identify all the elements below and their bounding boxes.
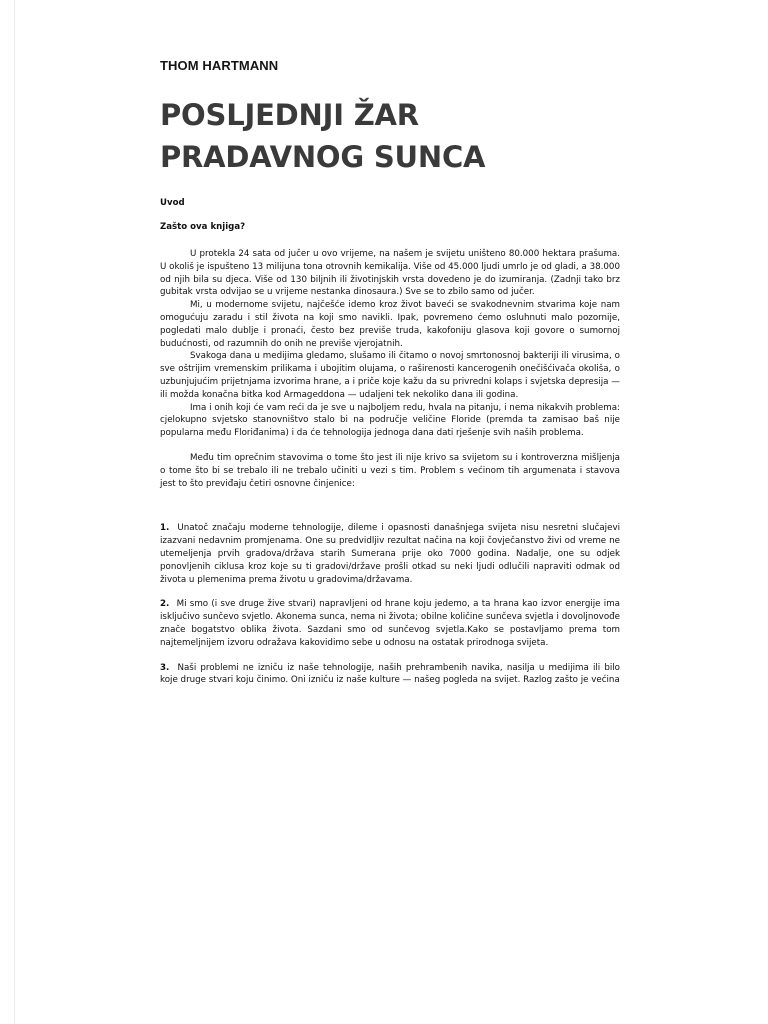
fact-text: Naši problemi ne izniču iz naše tehnologije, naših prehrambenih navika, nasilja u medijima ili bilo koje druge stvari koju činimo. Oni izniču iz naše kulture — našeg pogleda na svijet. Razlog zašto je većina xyxy=(160,662,620,686)
page-edge-line xyxy=(14,0,15,1024)
fact-item xyxy=(160,662,620,688)
fact-text: Unatoč značaju moderne tehnologije, dileme i opasnosti današnjega svijeta nisu nesretni slučajevi izazvani nedavnim promjenama. One su predvidljiv rezultat načina na koji čovječanstvo živi od vreme ne utemeljenja prvih gradova/država starih Sumerana prije oko 7000 godina. Nadalje, one su odjek ponovljenih ciklusa kroz koje su ti gradovi/države prošli otkad su neki ljudi odlučili napraviti odmak od života u plemenima prema životu u gradovima/državama. xyxy=(160,523,620,585)
author-name: THOM HARTMANN xyxy=(160,58,279,73)
intro-paragraph: Mi, u modernome svijetu, najčešće idemo kroz život baveći se svakodnevnim stvarima koje nam omogućuju zaradu i stil života na koji smo navikli. Ipak, povremeno ćemo osluhnuti malo pozornije, pogledati malo dublje i pronaći, često bez previše truda, kakofoniju glasova koji govore o sumornoj budućnosti, od razumnih do onih ne previše vjerojatnih. xyxy=(160,300,620,349)
fact-item xyxy=(160,598,620,649)
section-label: Uvod xyxy=(160,198,185,208)
bridge-paragraph: Među tim oprečnim stavovima o tome što jest ili nije krivo sa svijetom su i kontroverzna mišljenja o tome što bi se trebalo ili ne trebalo učiniti u vezi s tim. Problem s većinom tih argumenata i stavova jest to što previđaju četiri osnovne činjenice: xyxy=(160,452,620,489)
intro-paragraph: Svakoga dana u medijima gledamo, slušamo ili čitamo o novoj smrtonosnoj bakteriji ili virusima, o sve oštrijim vremenskim prilikama i ubojitim olujama, o raširenosti kancerogenih onečišćivača okoliša, o uzbunjujućim prijetnjama izvorima hrane, a i priče koje kažu da su privredni kolaps i svjetska depresija — ili možda konačna bitka kod Armageddona — udaljeni tek nekoliko dana ili godina. xyxy=(160,351,620,400)
fact-number: 3. xyxy=(160,662,170,673)
fact-number: 2. xyxy=(160,599,170,610)
fact-number: 1. xyxy=(160,523,170,534)
page-content xyxy=(160,58,620,687)
fact-item xyxy=(160,522,620,586)
intro-paragraph: Ima i onih koji će vam reći da je sve u najboljem redu, hvala na pitanju, i nema nikakvih problema: cjelokupno svjetsko stanovništvo stalo bi na područje veličine Floride (premda ta zamisao baš nije popularna među Floriđanima) i da će tehnologija jednoga dana dati rješenje svih naših problema. xyxy=(160,402,620,439)
subsection-label: Zašto ova knjiga? xyxy=(160,222,246,232)
book-title-line-1: POSLJEDNJI ŽAR xyxy=(160,98,419,132)
book-title-line-2: PRADAVNOG SUNCA xyxy=(160,140,486,174)
fact-text: Mi smo (i sve druge žive stvari) napravljeni od hrane koju jedemo, a ta hrana kao izvor energije ima isključivo sunčevo svjetlo. Akonema sunca, nema ni života; obilne količine sunčeva svjetla i dovoljnovođe znače bogatstvo oblika života. Sazdani smo od sunčevog svjetla.Kako se postavljamo prema tom najtemeljnijem izvoru odražava kakovidimo sebe u odnosu na ostatak prirodnoga svijeta. xyxy=(160,599,620,648)
intro-paragraph: U protekla 24 sata od jučer u ovo vrijeme, na našem je svijetu uništeno 80.000 hektara prašuma. U okoliš je ispušteno 13 milijuna tona otrovnih kemikalija. Više od 45.000 ljudi umrlo je od gladi, a 38.000 od njih bila su djeca. Više od 130 biljnih ili životinjskih vrsta dovedeno je do izumiranja. (Zadnji tako brz gubitak vrsta odvijao se u vrijeme nestanka dinosaura.) Sve se to zbilo samo od jučer. xyxy=(160,249,620,298)
book-title xyxy=(160,94,620,178)
